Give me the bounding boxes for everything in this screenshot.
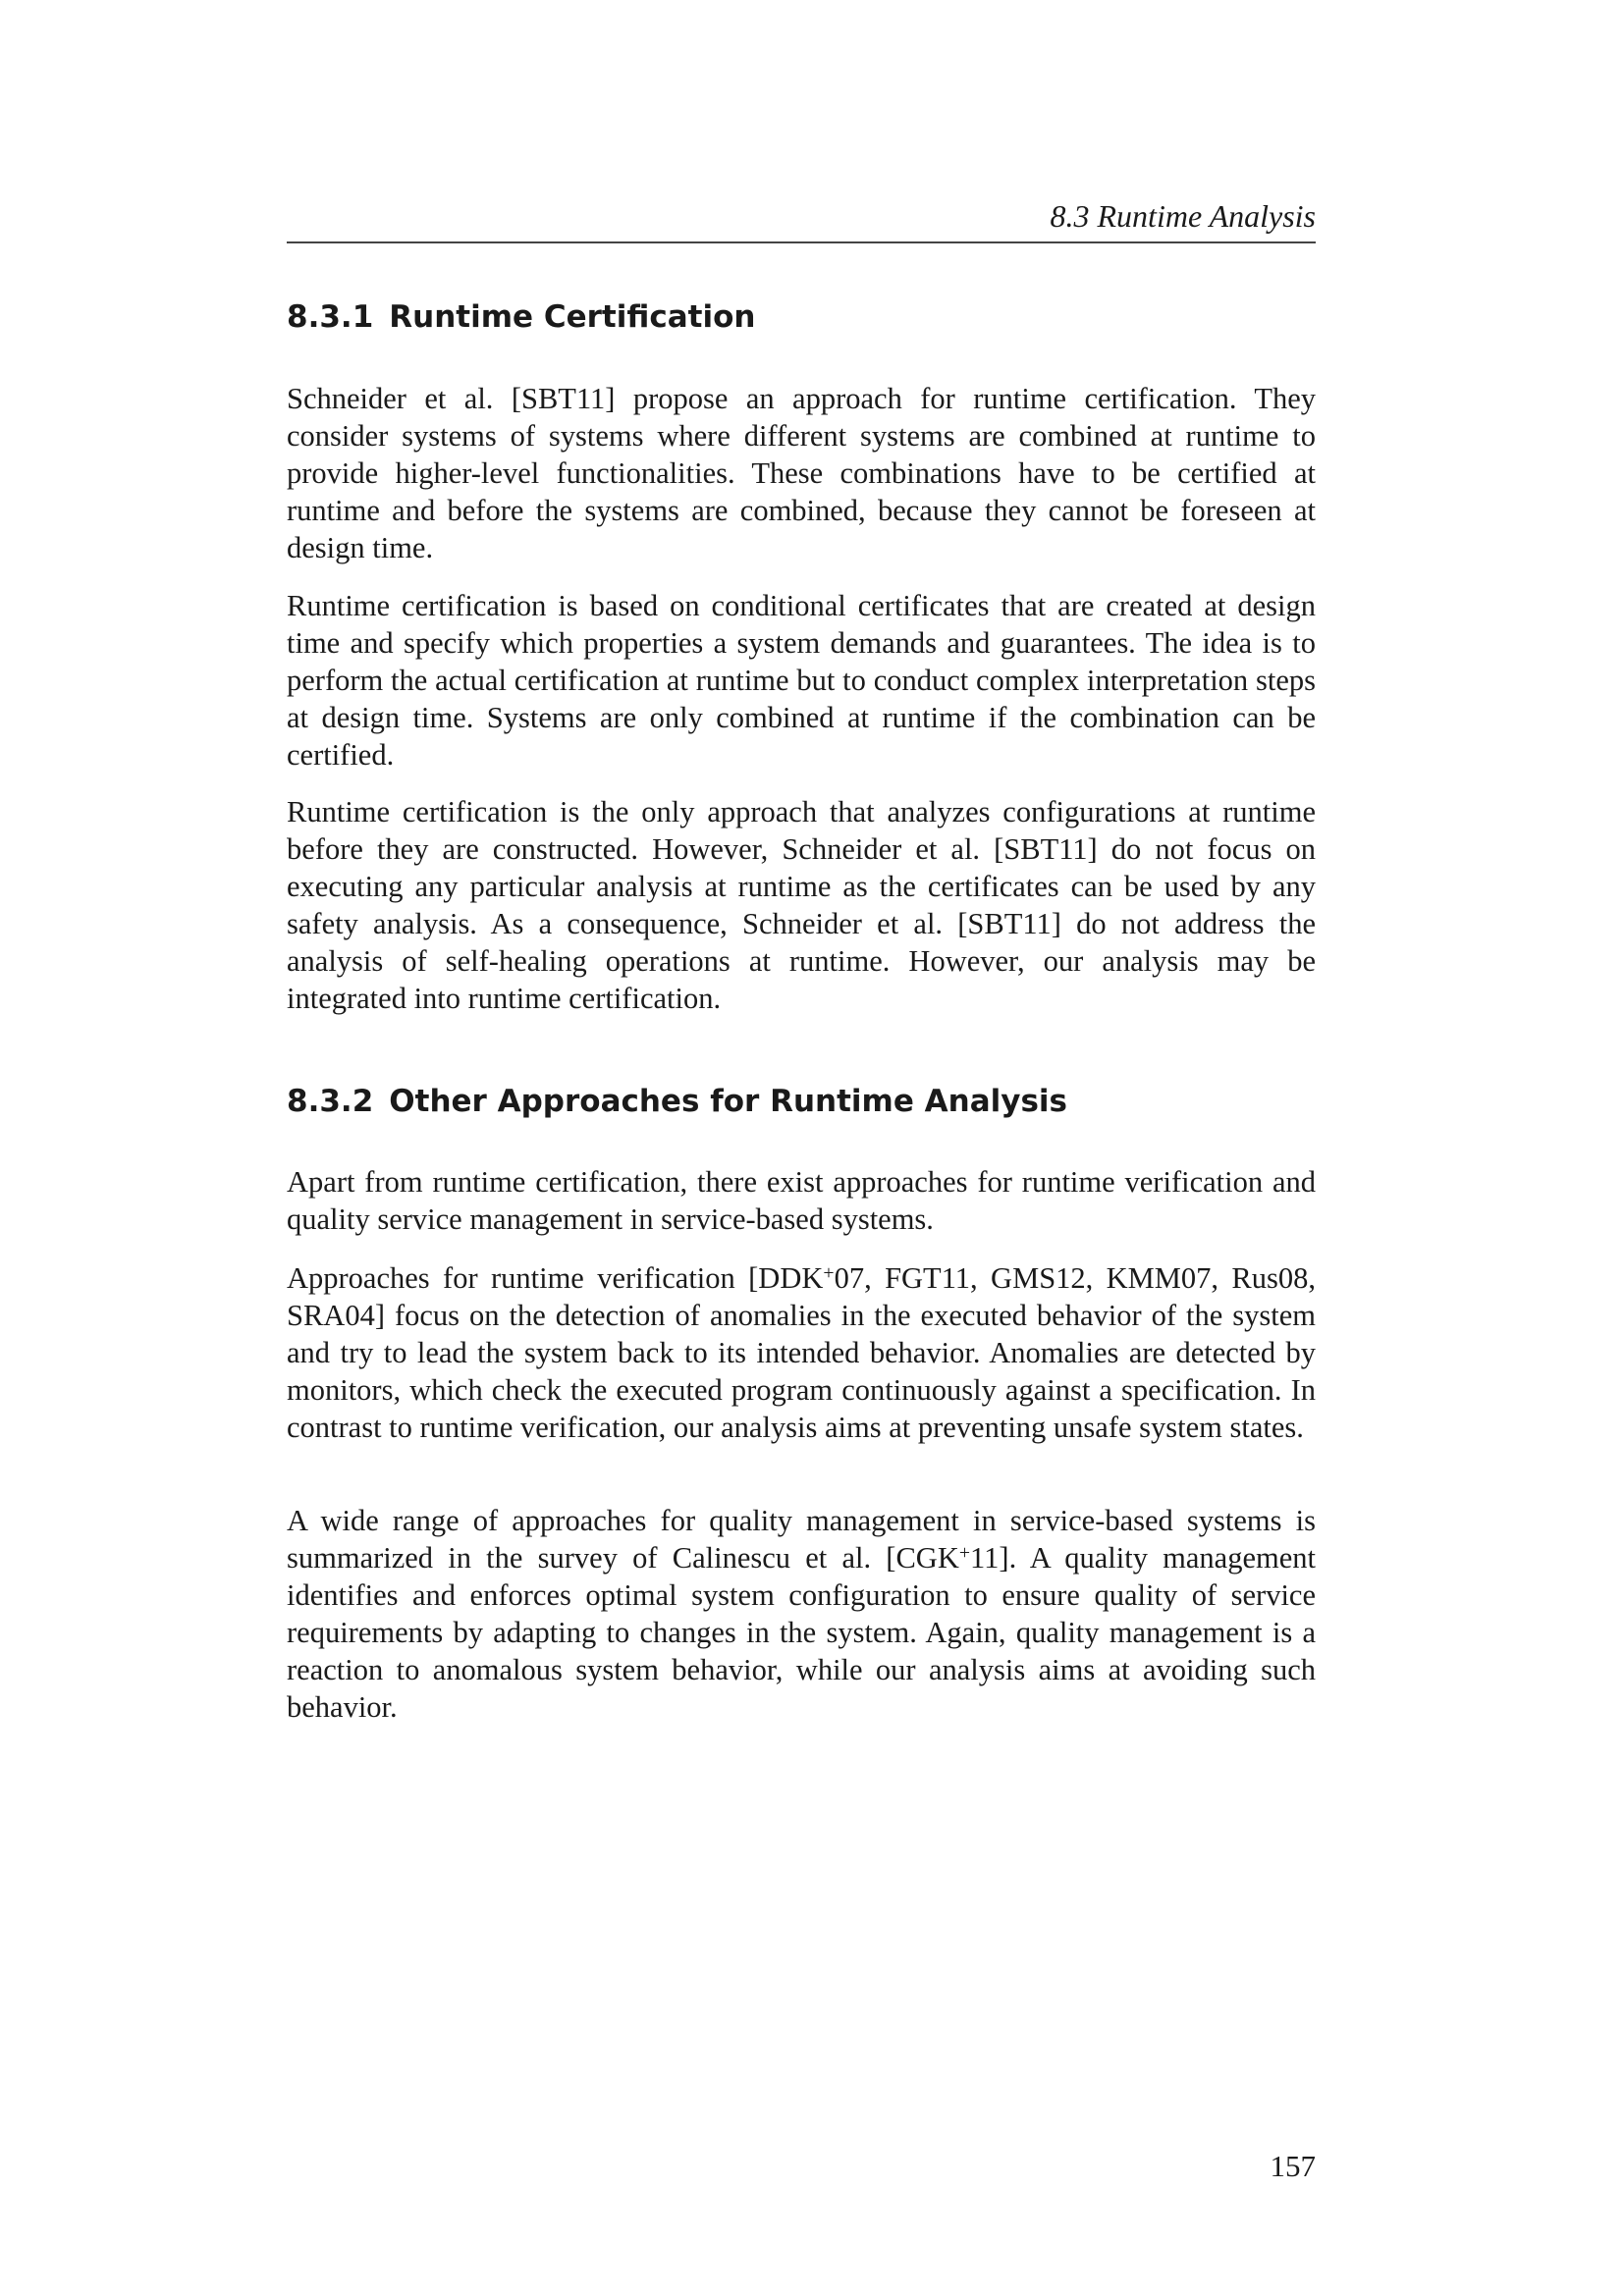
paragraph: Apart from runtime certification, there exist approaches for runtime verification and quality service management in service-based systems. [287,1165,1316,1236]
running-head: 8.3 Runtime Analysis [287,196,1316,243]
paragraph: Schneider et al. [SBT11] propose an approach for runtime certification. They consider systems of systems where different systems are combined at runtime to provide higher-level functionalities. These combinations have to be certified at runtime and before the systems are combined, because they cannot be foreseen at design time. [287,382,1316,564]
section-number: 8.3.1 [287,299,374,335]
text-run: A wide range of approaches for quality management in service-based systems is summarized in the survey of Calinescu et al. [CGK [287,1504,1316,1575]
text-run: Approaches for runtime verification [DDK [287,1261,824,1295]
paragraph: Runtime certification is based on conditional certificates that are created at design time and specify which properties a system demands and guarantees. The idea is to perform the actual certification at runtime but to conduct complex interpretation steps at design time. Systems are only combined at runtime if the combination can be certified. [287,589,1316,772]
superscript: + [958,1542,971,1565]
paragraph [287,1259,1316,1446]
superscript: + [823,1262,835,1285]
section-heading-8-3-2 [287,1082,1316,1121]
paragraph: Runtime certification is the only approach that analyzes configurations at runtime before they are constructed. However, Schneider et al. [SBT11] do not focus on executing any particular analysis at runtime as the certificates can be used by any safety analysis. As a consequence, Schneider et al. [SBT11] do not address the analysis of self-healing operations at runtime. However, our analysis may be integrated into runtime certification. [287,795,1316,1015]
section-number: 8.3.2 [287,1084,374,1119]
section-heading-8-3-1 [287,297,1316,337]
text-run: 11]. A quality management identifies and enforces optimal system configuration to ensure quality of service requirements by adapting to changes in the system. Again, quality management is a reaction to anomalous system behavior, while our analysis aims at avoiding such behavior. [287,1541,1316,1724]
section-title: Runtime Certification [389,299,756,335]
paragraph [287,1502,1316,1726]
text-run: 07, FGT11, GMS12, KMM07, Rus08, SRA04] focus on the detection of anomalies in the executed behavior of the system and try to lead the system back to its intended behavior. Anomalies are detected by monitors, which check the executed program continuously against a specification. In contrast to runtime verification, our analysis aims at preventing unsafe system states. [287,1261,1317,1444]
page-number: 157 [1270,2149,1316,2183]
section-title: Other Approaches for Runtime Analysis [389,1084,1067,1119]
